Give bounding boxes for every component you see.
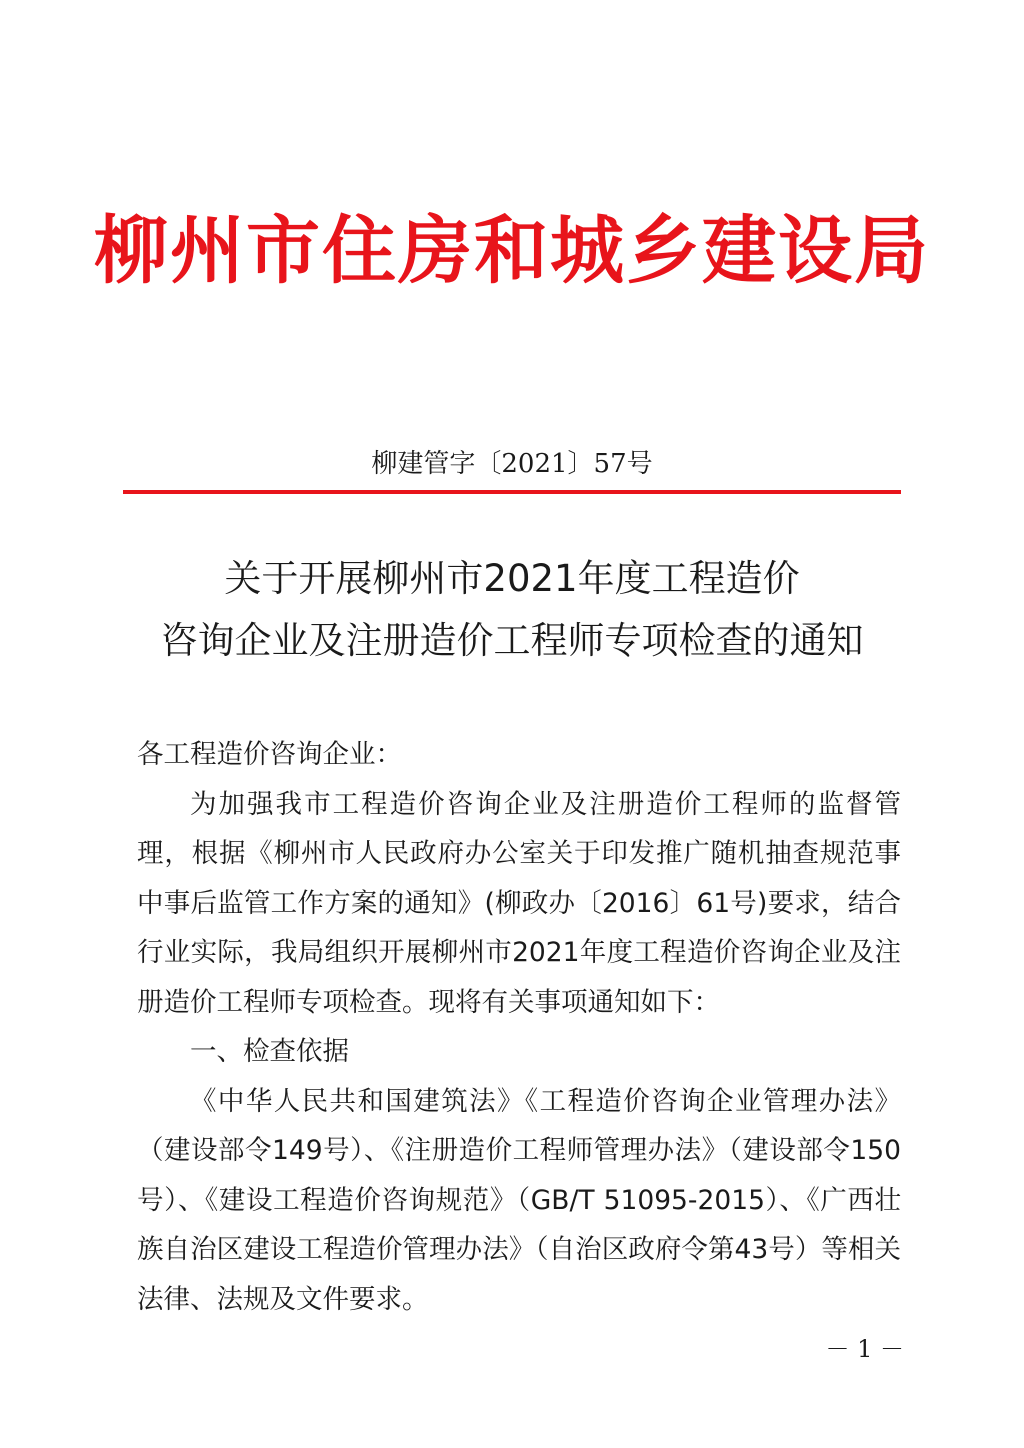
document-title-line1: 关于开展柳州市2021年度工程造价 [224, 557, 800, 600]
red-separator-rule [123, 490, 901, 494]
document-title [0, 548, 1024, 672]
section1-heading: 一、检查依据 [190, 1036, 349, 1067]
document-title-line2: 咨询企业及注册造价工程师专项检查的通知 [160, 619, 864, 662]
section1-paragraph: 《中华人民共和国建筑法》《工程造价咨询企业管理办法》（建设部令149号）、《注册造价工程师管理办法》（建设部令150号）、《建设工程造价咨询规范》（GB/T 51095-2015）、《广西壮族自治区建设工程造价管理办法》（自治区政府令第43号）等相关法律、法规及文件要求。 [137, 1085, 901, 1315]
document-body [137, 730, 901, 1324]
page-number: － 1 － [825, 1335, 904, 1363]
salutation: 各工程造价咨询企业： [137, 739, 402, 770]
intro-paragraph: 为加强我市工程造价咨询企业及注册造价工程师的监督管理，根据《柳州市人民政府办公室关于印发推广随机抽查规范事中事后监管工作方案的通知》(柳政办〔2016〕61号)要求，结合行业实际，我局组织开展柳州市2021年度工程造价咨询企业及注册造价工程师专项检查。现将有关事项通知如下： [137, 788, 901, 1018]
document-number: 柳建管字〔2021〕57号 [371, 449, 653, 479]
masthead-org-name: 柳州市住房和城乡建设局 [94, 208, 930, 294]
